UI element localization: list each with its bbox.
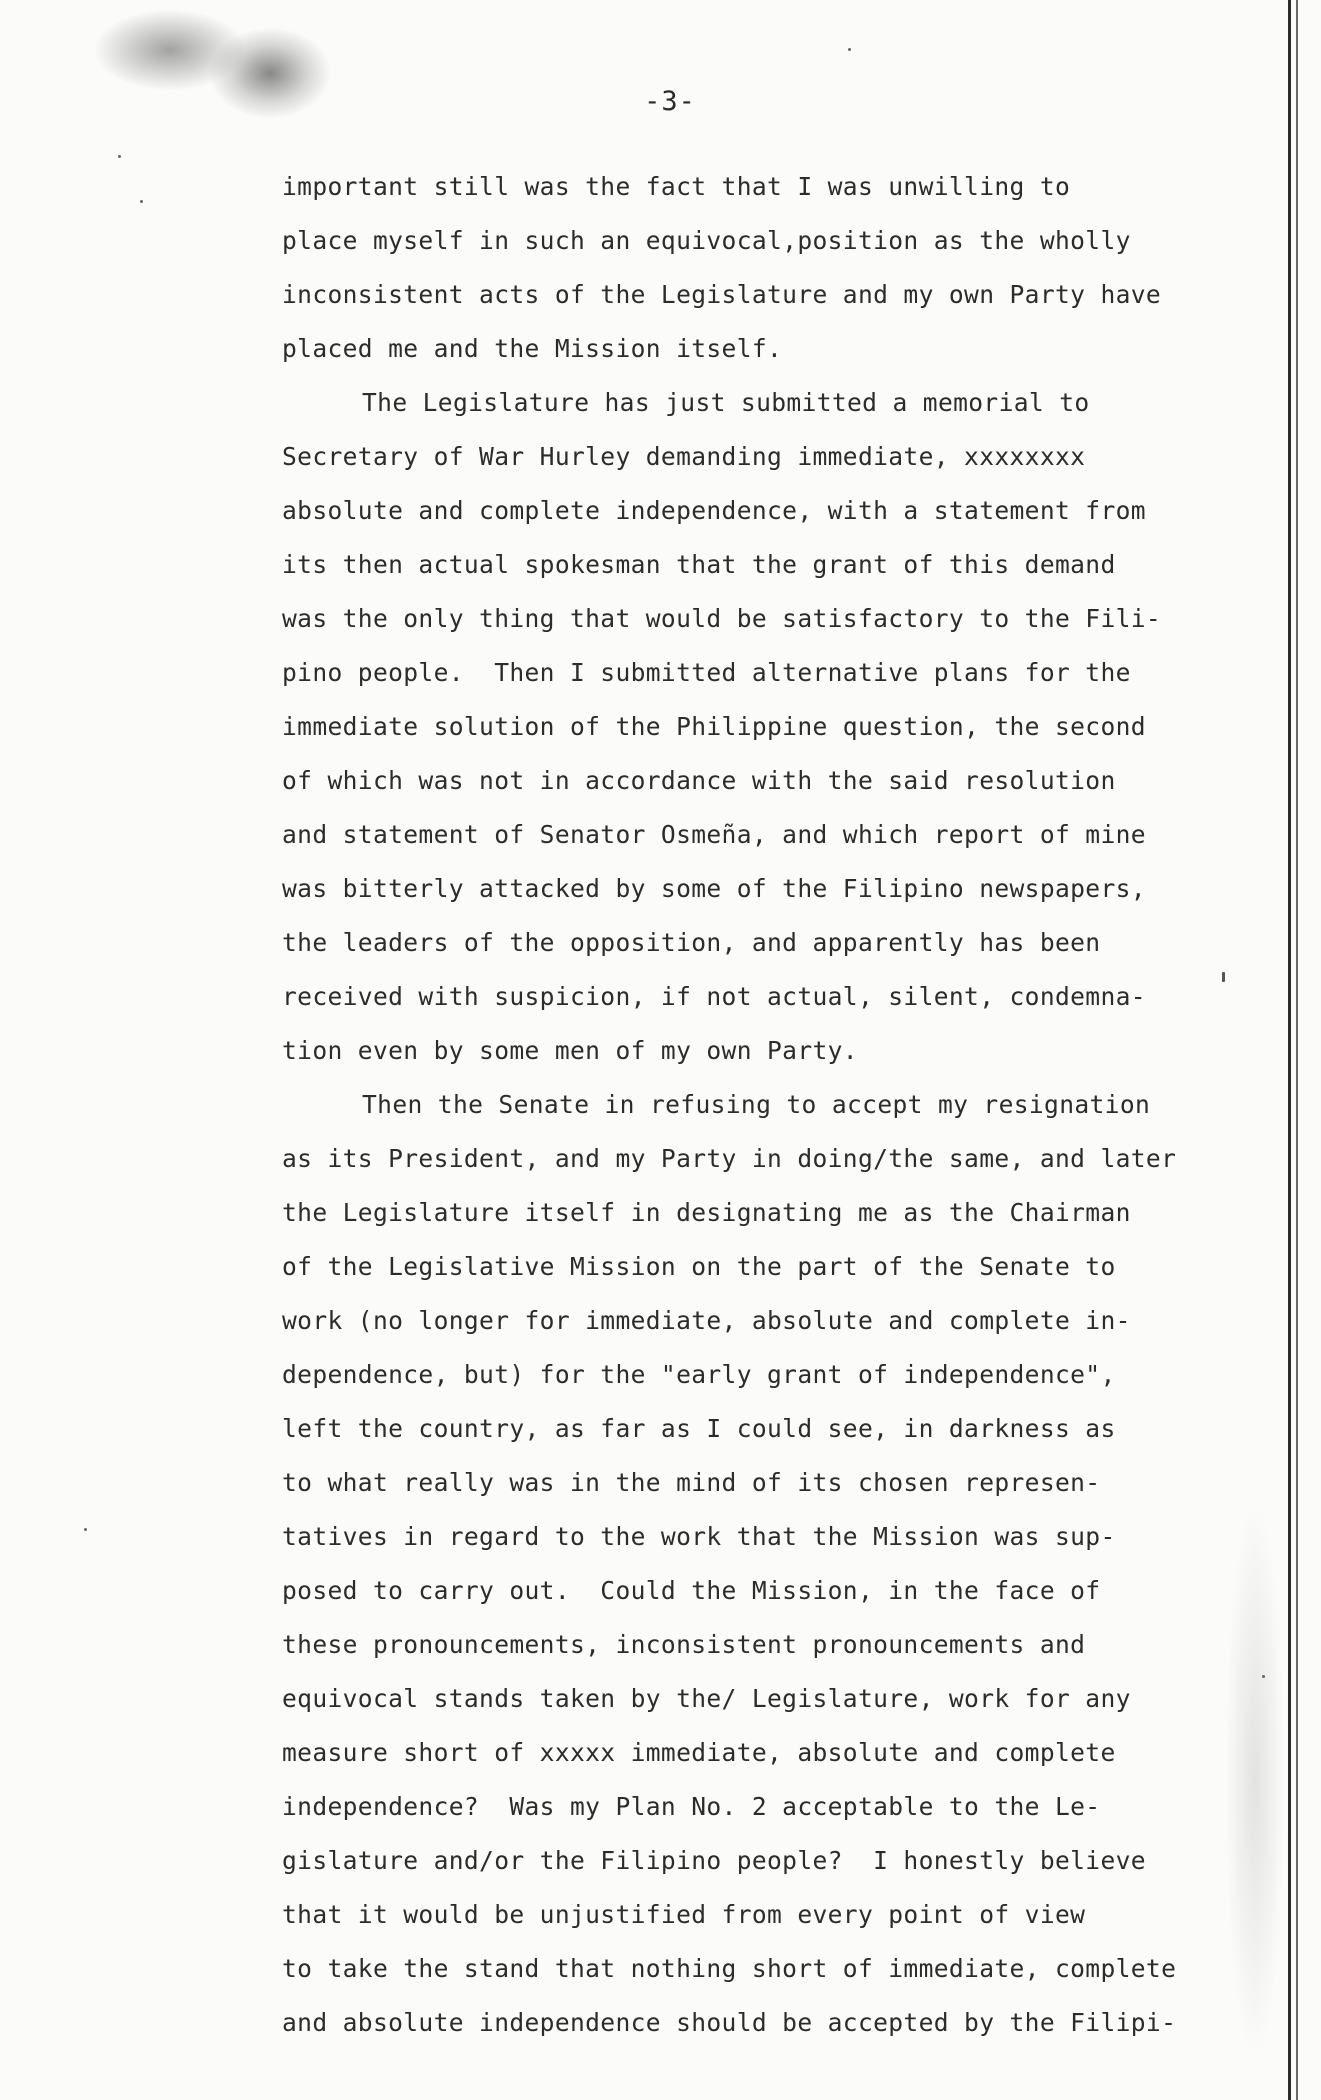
text-line: inconsistent acts of the Legislature and my own Party have [282, 280, 1162, 309]
text-line: tatives in regard to the work that the Mission was sup- [282, 1522, 1116, 1551]
text-line: to take the stand that nothing short of immediate, complete [282, 1954, 1177, 1983]
text-line: received with suspicion, if not actual, silent, condemna- [282, 982, 1146, 1011]
paper-speck [1262, 1675, 1265, 1678]
paper-speck [84, 1528, 87, 1531]
text-line: the Legislature itself in designating me as the Chairman [282, 1198, 1131, 1227]
text-line: and statement of Senator Osmeña, and which report of mine [282, 820, 1146, 849]
text-line: place myself in such an equivocal,position as the wholly [282, 226, 1131, 255]
text-line: placed me and the Mission itself. [282, 334, 783, 363]
page-number: -3- [644, 86, 696, 117]
text-line: tion even by some men of my own Party. [282, 1036, 858, 1065]
text-line: Secretary of War Hurley demanding immediate, xxxxxxxx [282, 442, 1086, 471]
text-line: was the only thing that would be satisfactory to the Fili- [282, 604, 1162, 633]
paper-speck [118, 155, 121, 158]
text-line: The Legislature has just submitted a memorial to [362, 388, 1090, 417]
text-line: was bitterly attacked by some of the Filipino newspapers, [282, 874, 1146, 903]
text-line: immediate solution of the Philippine question, the second [282, 712, 1146, 741]
text-line: important still was the fact that I was unwilling to [282, 172, 1071, 201]
paper-speck [140, 200, 143, 203]
text-line: posed to carry out. Could the Mission, in the face of [282, 1576, 1101, 1605]
text-line: measure short of xxxxx immediate, absolute and complete [282, 1738, 1116, 1767]
text-line: its then actual spokesman that the grant of this demand [282, 550, 1116, 579]
page-edge-line [1288, 0, 1291, 2100]
text-line: equivocal stands taken by the/ Legislature, work for any [282, 1684, 1131, 1713]
text-line: pino people. Then I submitted alternative plans for the [282, 658, 1131, 687]
text-line: as its President, and my Party in doing/the same, and later [282, 1144, 1177, 1173]
text-line: Then the Senate in refusing to accept my resignation [362, 1090, 1151, 1119]
ink-smudge [210, 28, 330, 118]
paper-speck [848, 48, 851, 51]
text-line: absolute and complete independence, with a statement from [282, 496, 1146, 525]
text-line: that it would be unjustified from every point of view [282, 1900, 1086, 1929]
text-line: to what really was in the mind of its chosen represen- [282, 1468, 1101, 1497]
body-text [282, 160, 1242, 2050]
text-line: left the country, as far as I could see, in darkness as [282, 1414, 1116, 1443]
text-line: gislature and/or the Filipino people? I honestly believe [282, 1846, 1146, 1875]
ink-smudge [95, 10, 245, 90]
text-line: of which was not in accordance with the said resolution [282, 766, 1116, 795]
text-line: of the Legislative Mission on the part of the Senate to [282, 1252, 1116, 1281]
text-line: independence? Was my Plan No. 2 acceptable to the Le- [282, 1792, 1101, 1821]
text-line: the leaders of the opposition, and apparently has been [282, 928, 1101, 957]
text-line: these pronouncements, inconsistent pronouncements and [282, 1630, 1086, 1659]
page-edge-line [1296, 0, 1298, 2100]
text-line: work (no longer for immediate, absolute and complete in- [282, 1306, 1131, 1335]
text-line: and absolute independence should be accepted by the Filipi- [282, 2008, 1177, 2037]
text-line: dependence, but) for the "early grant of independence", [282, 1360, 1116, 1389]
